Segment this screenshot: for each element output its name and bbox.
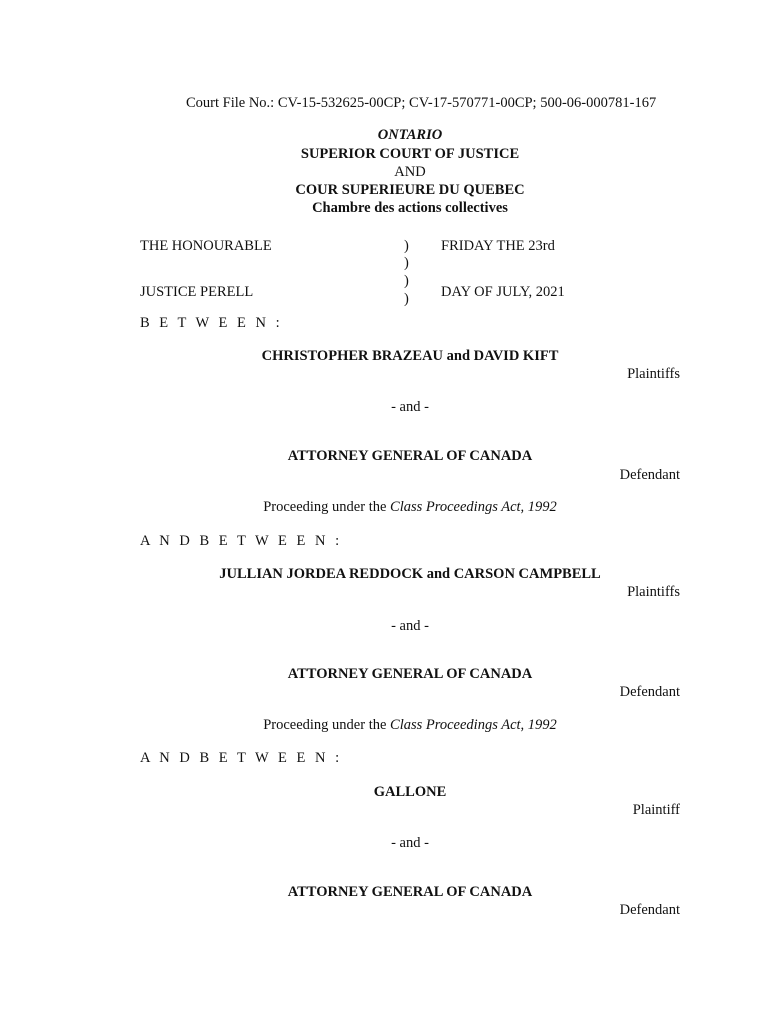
judge-title-line1: THE HONOURABLE xyxy=(140,238,272,254)
plaintiff-role-2: Plaintiffs xyxy=(627,584,680,600)
judge-title-line2: JUSTICE PERELL xyxy=(140,284,254,300)
plaintiff-names-2: JULLIAN JORDEA REDDOCK and CARSON CAMPBELL xyxy=(219,566,601,582)
and-separator-2: - and - xyxy=(391,618,429,634)
between-label-1: B E T W E E N : xyxy=(140,315,283,331)
plaintiff-role-1: Plaintiffs xyxy=(627,366,680,382)
between-label-3: A N D B E T W E E N : xyxy=(140,750,343,766)
bracket-4: ) xyxy=(404,291,409,307)
proceeding-prefix-2: Proceeding under the xyxy=(263,717,391,733)
defendant-role-2: Defendant xyxy=(619,684,680,700)
and-separator-1: - and - xyxy=(391,399,429,415)
defendant-name-2: ATTORNEY GENERAL OF CANADA xyxy=(287,666,533,682)
defendant-role-1: Defendant xyxy=(619,467,680,483)
proceeding-prefix-1: Proceeding under the xyxy=(263,499,391,515)
court-heading: SUPERIOR COURT OF JUSTICE xyxy=(300,146,520,162)
court-file-number: Court File No.: CV-15-532625-00CP; CV-17-570771-00CP; 500-06-000781-167 xyxy=(186,95,657,111)
chamber-heading: Chambre des actions collectives xyxy=(312,200,508,216)
and-heading: AND xyxy=(394,164,426,180)
court-fr-heading: COUR SUPERIEURE DU QUEBEC xyxy=(295,182,525,198)
proceeding-line-2 xyxy=(0,718,770,733)
defendant-name-3: ATTORNEY GENERAL OF CANADA xyxy=(287,884,533,900)
plaintiff-names-3: GALLONE xyxy=(373,784,447,800)
bracket-1: ) xyxy=(404,238,409,254)
bracket-2: ) xyxy=(404,255,409,271)
date-line1: FRIDAY THE 23rd xyxy=(441,238,555,254)
proceeding-act-2: Class Proceedings Act, 1992 xyxy=(390,717,557,733)
defendant-role-3: Defendant xyxy=(619,902,680,918)
proceeding-line-1 xyxy=(0,500,770,515)
plaintiff-names-1: CHRISTOPHER BRAZEAU and DAVID KIFT xyxy=(261,348,559,364)
and-separator-3: - and - xyxy=(391,835,429,851)
bracket-3: ) xyxy=(404,273,409,289)
province-heading: ONTARIO xyxy=(377,127,443,143)
between-label-2: A N D B E T W E E N : xyxy=(140,533,343,549)
plaintiff-role-3: Plaintiff xyxy=(632,802,680,818)
proceeding-act-1: Class Proceedings Act, 1992 xyxy=(390,499,557,515)
date-line2: DAY OF JULY, 2021 xyxy=(441,284,565,300)
defendant-name-1: ATTORNEY GENERAL OF CANADA xyxy=(287,448,533,464)
